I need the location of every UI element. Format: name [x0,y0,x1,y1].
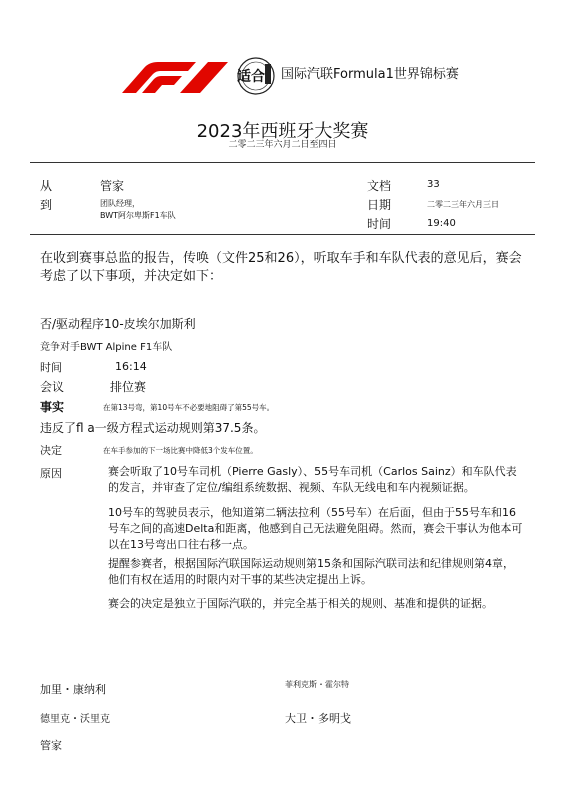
time-row-label: 时间 [40,361,62,374]
from-label: 从 [40,179,53,193]
session-label: 会议 [40,380,65,394]
to-value-line1: 团队经理， [100,199,140,208]
event-dates: 二零二三年六月二日至四日 [228,140,337,150]
brand-title: 国际汽联Formula1世界锦标赛 [281,67,459,82]
decision-value: 在车手参加的下一场比赛中降低3个发车位置。 [103,446,258,455]
seal-text: 适合 [237,69,265,85]
session-value: 排位赛 [110,380,147,394]
signature-4: 大卫・多明戈 [285,712,351,725]
doc-label: 文档 [367,179,392,193]
divider [30,234,535,235]
signature-3: 德里克・沃里克 [40,714,110,725]
time-row-value: 16:14 [115,360,147,373]
doc-value: 33 [427,179,440,190]
fact-value: 在第13号弯，第10号车不必要地阻碍了第55号车。 [103,403,275,412]
time-value: 19:40 [427,218,456,229]
signature-1: 加里・康纳利 [40,683,106,696]
reason-label: 原因 [40,467,62,480]
competitor-line: 竞争对手BWT Alpine F1车队 [40,342,173,353]
signature-5: 管家 [40,739,62,752]
time-label: 时间 [367,217,392,231]
date-value: 二零二三年六月三日 [427,200,499,209]
reason-paragraph-4: 赛会的决定是独立于国际汽联的，并完全基于相关的规则、基准和提供的证据。 [108,597,493,610]
fact-label: 事实 [40,400,65,414]
date-label: 日期 [367,198,392,212]
page-title: 2023年西班牙大奖赛 [196,121,369,142]
divider [30,162,535,163]
from-value: 管家 [100,179,125,193]
intro-paragraph: 在收到赛事总监的报告，传唤（文件25和26），听取车手和车队代表的意见后，赛会考虑了以下事项，并决定如下： [40,251,522,284]
decision-label: 决定 [40,444,62,457]
reason-paragraph-2: 10号车的驾驶员表示，他知道第二辆法拉利（55号车）在后面，但由于55号车和16号车之间的高速Delta和距离，他感到自己无法避免阻碍。然而，赛会干事认为他本可以在13号弯出口往右移一点。 [108,506,523,551]
signature-2: 菲利克斯・霍尔特 [285,680,349,689]
f1-logo [118,60,230,94]
infringement-line: 违反了fl a一级方程式运动规则第37.5条。 [40,421,266,435]
reason-paragraph-1: 赛会听取了10号车司机（Pierre Gasly）、55号车司机（Carlos Sainz）和车队代表的发言，并审查了定位/编组系统数据、视频、车队无线电和车内视频证据。 [108,465,517,494]
to-label: 到 [40,198,53,212]
reason-paragraph-3: 提醒参赛者，根据国际汽联国际运动规则第15条和国际汽联司法和纪律规则第4章，他们有权在适用的时限内对干事的某些决定提出上诉。 [108,557,514,586]
to-value-line2: BWT阿尔卑斯F1车队 [100,211,176,220]
decision-heading: 否/驱动程序10-皮埃尔加斯利 [40,317,196,331]
